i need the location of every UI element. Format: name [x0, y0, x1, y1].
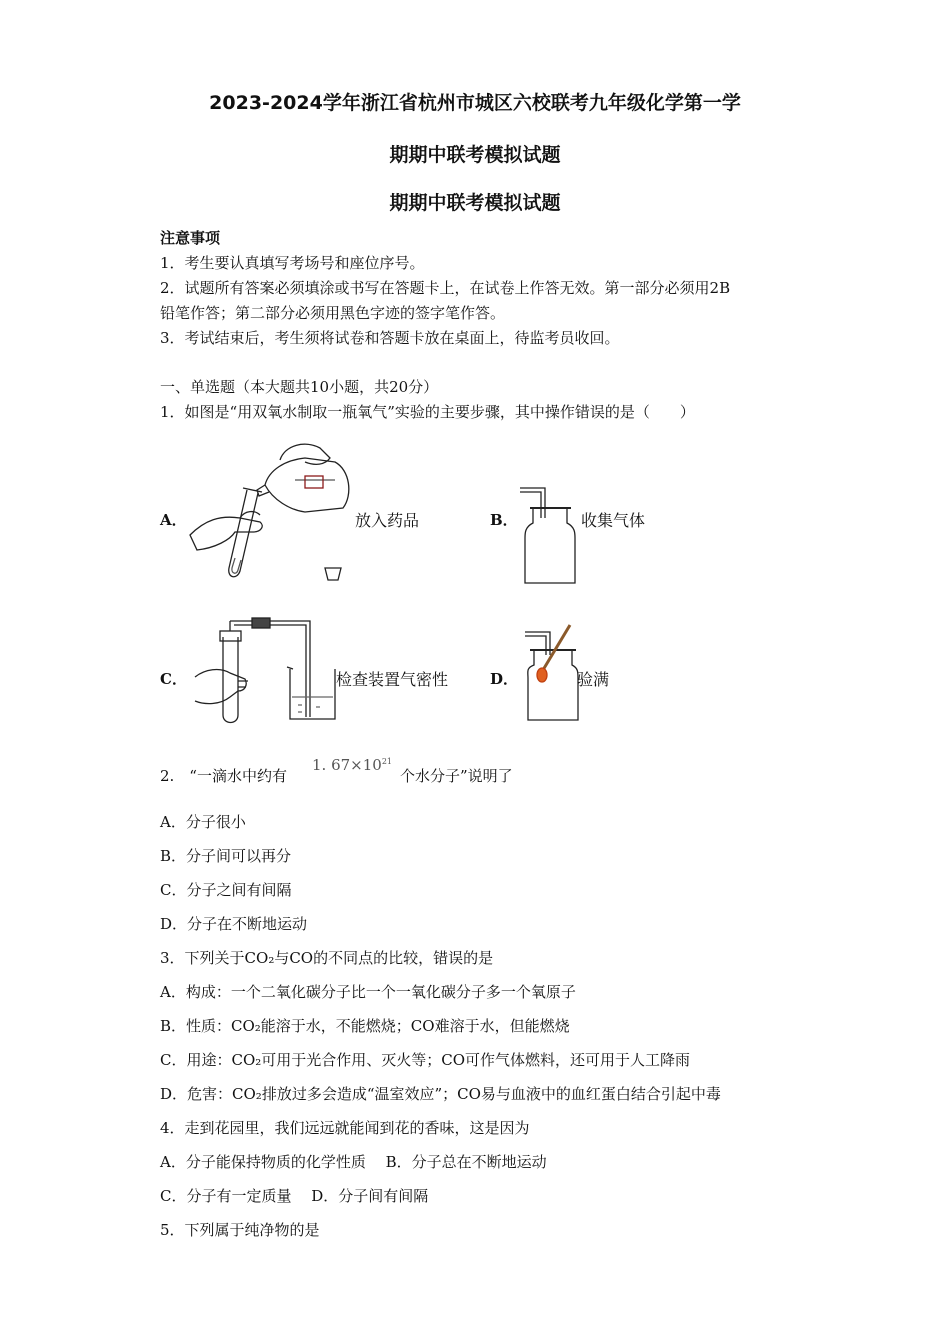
q2-option-a: A．分子很小: [160, 813, 246, 831]
figure-test-full: [520, 620, 585, 725]
q1-option-a-label: 放入药品: [355, 511, 420, 530]
q2-sci-base: 1. 67×10: [312, 756, 382, 774]
figure-check-airtightness: [190, 617, 340, 725]
q2-sci-number: [312, 756, 392, 774]
q1-option-d-letter: D．: [490, 670, 519, 688]
q4-options-row1: A．分子能保持物质的化学性质 B．分子总在不断地运动: [160, 1153, 547, 1171]
notice-item: 2．试题所有答案必须填涂或书写在答题卡上，在试卷上作答无效。第一部分必须用2B: [160, 279, 731, 297]
q3-option-b: B．性质：CO₂能溶于水，不能燃烧；CO难溶于水，但能燃烧: [160, 1017, 570, 1035]
q3-option-a: A．构成：一个二氧化碳分子比一个一氧化碳分子多一个氧原子: [160, 983, 576, 1001]
notice-item: 3．考试结束后，考生须将试卷和答题卡放在桌面上，待监考员收回。: [160, 329, 620, 347]
section-heading: 一、单选题（本大题共10小题，共20分）: [160, 378, 439, 396]
q1-option-a-letter: A．: [160, 511, 187, 529]
page-title-line2: 期期中联考模拟试题: [389, 144, 561, 166]
q5-stem: 5．下列属于纯净物的是: [160, 1221, 320, 1239]
figure-collect-gas: [515, 483, 585, 588]
page-title-line3: 期期中联考模拟试题: [389, 192, 561, 214]
notice-item: 1．考生要认真填写考场号和座位序号。: [160, 254, 425, 272]
q2-option-d: D．分子在不断地运动: [160, 915, 308, 933]
q1-stem: 1．如图是“用双氧水制取一瓶氧气”实验的主要步骤，其中操作错误的是（ ）: [160, 403, 695, 421]
q2-stem-prefix: 2. “一滴水中约有: [160, 767, 287, 785]
q1-option-c-label: 检查装置气密性: [336, 670, 449, 689]
q2-option-b: B．分子间可以再分: [160, 847, 292, 865]
notice-heading: 注意事项: [160, 229, 221, 247]
q1-option-b-label: 收集气体: [581, 511, 646, 530]
q1-option-c-letter: C．: [160, 670, 187, 688]
q3-option-d: D．危害：CO₂排放过多会造成“温室效应”；CO易与血液中的血红蛋白结合引起中毒: [160, 1085, 721, 1103]
q2-stem-suffix: 个水分子”说明了: [400, 767, 513, 785]
q2-option-c: C．分子之间有间隔: [160, 881, 292, 899]
q3-stem: 3．下列关于CO₂与CO的不同点的比较，错误的是: [160, 949, 494, 967]
q3-option-c: C．用途：CO₂可用于光合作用、灭火等；CO可作气体燃料，还可用于人工降雨: [160, 1051, 691, 1069]
q4-stem: 4．走到花园里，我们远远就能闻到花的香味，这是因为: [160, 1119, 530, 1137]
notice-item: 铅笔作答；第二部分必须用黑色字迹的签字笔作答。: [160, 304, 506, 322]
q1-option-b-letter: B．: [490, 511, 518, 529]
page-title-line1: 2023-2024学年浙江省杭州市城区六校联考九年级化学第一学: [209, 92, 741, 114]
figure-pour-reagent: [185, 440, 355, 585]
q1-option-d-label: 验满: [577, 670, 610, 689]
q2-sci-exponent: 21: [381, 757, 393, 766]
q4-options-row2: C．分子有一定质量 D．分子间有间隔: [160, 1187, 429, 1205]
